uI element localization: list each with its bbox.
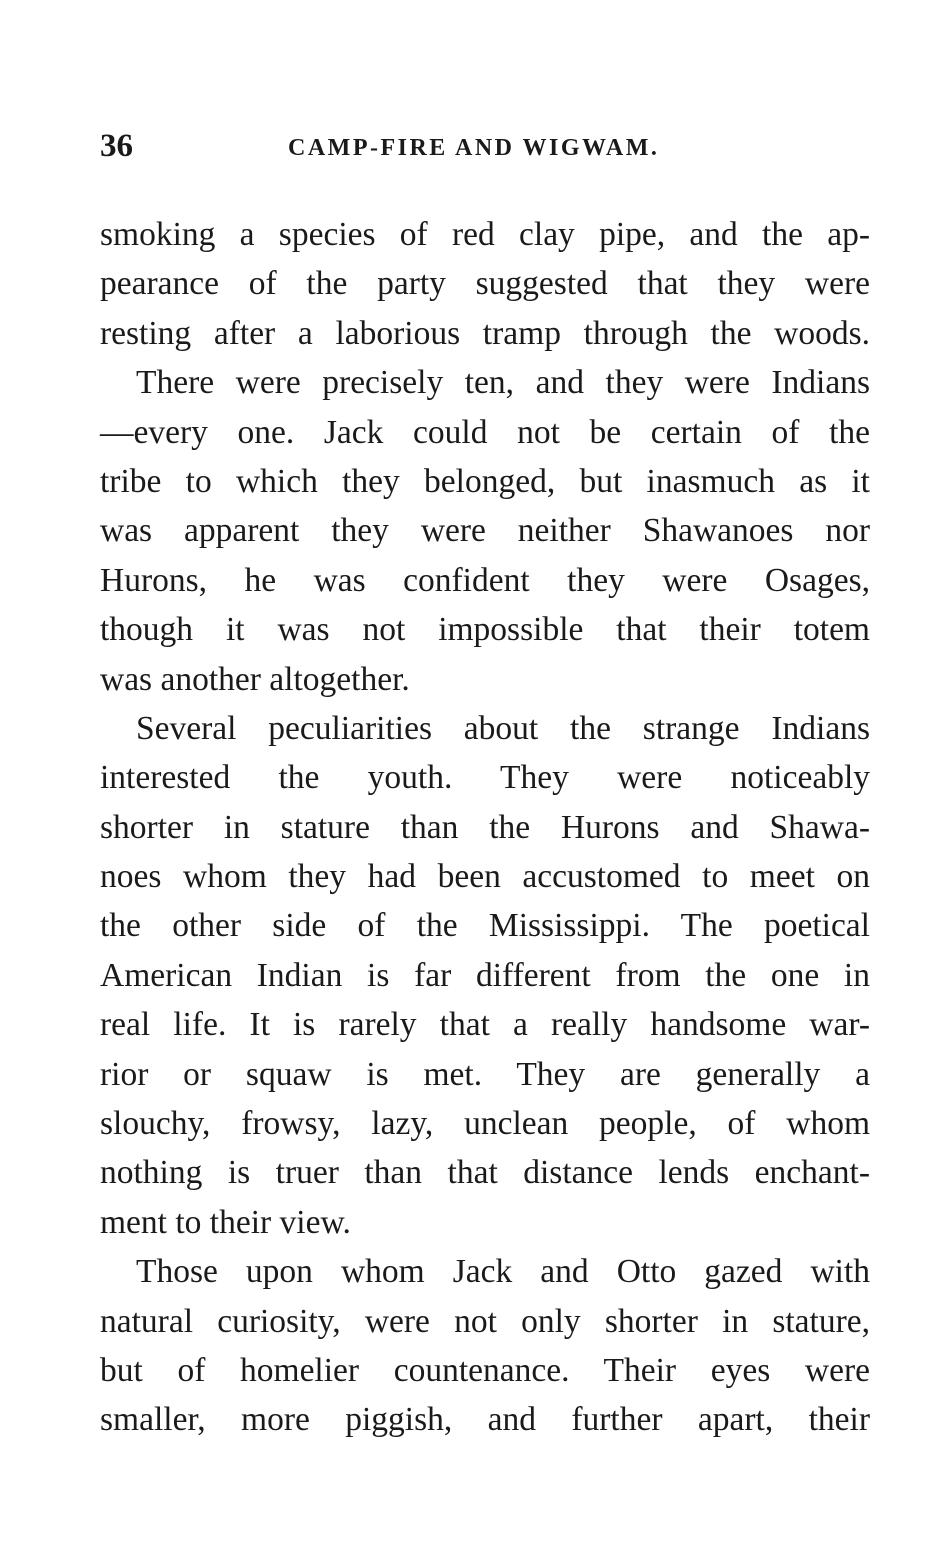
text-line: slouchy, frowsy, lazy, unclean people, of whom <box>100 1105 870 1143</box>
text-line: There were precisely ten, and they were Indians <box>136 364 870 402</box>
paragraph <box>100 358 870 704</box>
running-head: CAMP-FIRE AND WIGWAM. <box>288 135 660 161</box>
text-line: was another altogether. <box>100 660 410 698</box>
body-text <box>100 210 870 1445</box>
text-line: smaller, more piggish, and further apart, their <box>100 1401 870 1439</box>
text-line: Those upon whom Jack and Otto gazed with <box>136 1253 870 1291</box>
text-line: but of homelier countenance. Their eyes were <box>100 1351 870 1389</box>
text-line: real life. It is rarely that a really handsome war- <box>100 1006 870 1044</box>
text-line: Hurons, he was confident they were Osages, <box>100 561 870 599</box>
paragraph <box>100 704 870 1247</box>
text-line: natural curiosity, were not only shorter in stature, <box>100 1302 870 1340</box>
text-line: the other side of the Mississippi. The poetical <box>100 907 870 945</box>
paragraph <box>100 1247 870 1445</box>
text-line: noes whom they had been accustomed to meet on <box>100 858 870 896</box>
page-header <box>100 128 870 168</box>
text-line: ment to their view. <box>100 1203 351 1241</box>
page-number: 36 <box>100 128 133 164</box>
text-line: —every one. Jack could not be certain of the <box>100 413 870 451</box>
text-line: though it was not impossible that their totem <box>100 611 870 649</box>
text-line: tribe to which they belonged, but inasmuch as it <box>100 462 870 500</box>
text-line: smoking a species of red clay pipe, and the ap- <box>100 216 870 253</box>
text-line: pearance of the party suggested that they were <box>100 265 870 303</box>
text-line: resting after a laborious tramp through the woods. <box>100 314 870 352</box>
text-line: Several peculiarities about the strange Indians <box>136 709 870 747</box>
text-line: interested the youth. They were noticeably <box>100 759 870 797</box>
text-line: nothing is truer than that distance lends enchant- <box>100 1154 870 1192</box>
text-line: was apparent they were neither Shawanoes nor <box>100 512 870 550</box>
text-line: rior or squaw is met. They are generally a <box>100 1055 870 1093</box>
text-line: shorter in stature than the Hurons and Shawa- <box>100 808 870 846</box>
text-line: American Indian is far different from the one in <box>100 956 870 994</box>
paragraph <box>100 210 870 358</box>
